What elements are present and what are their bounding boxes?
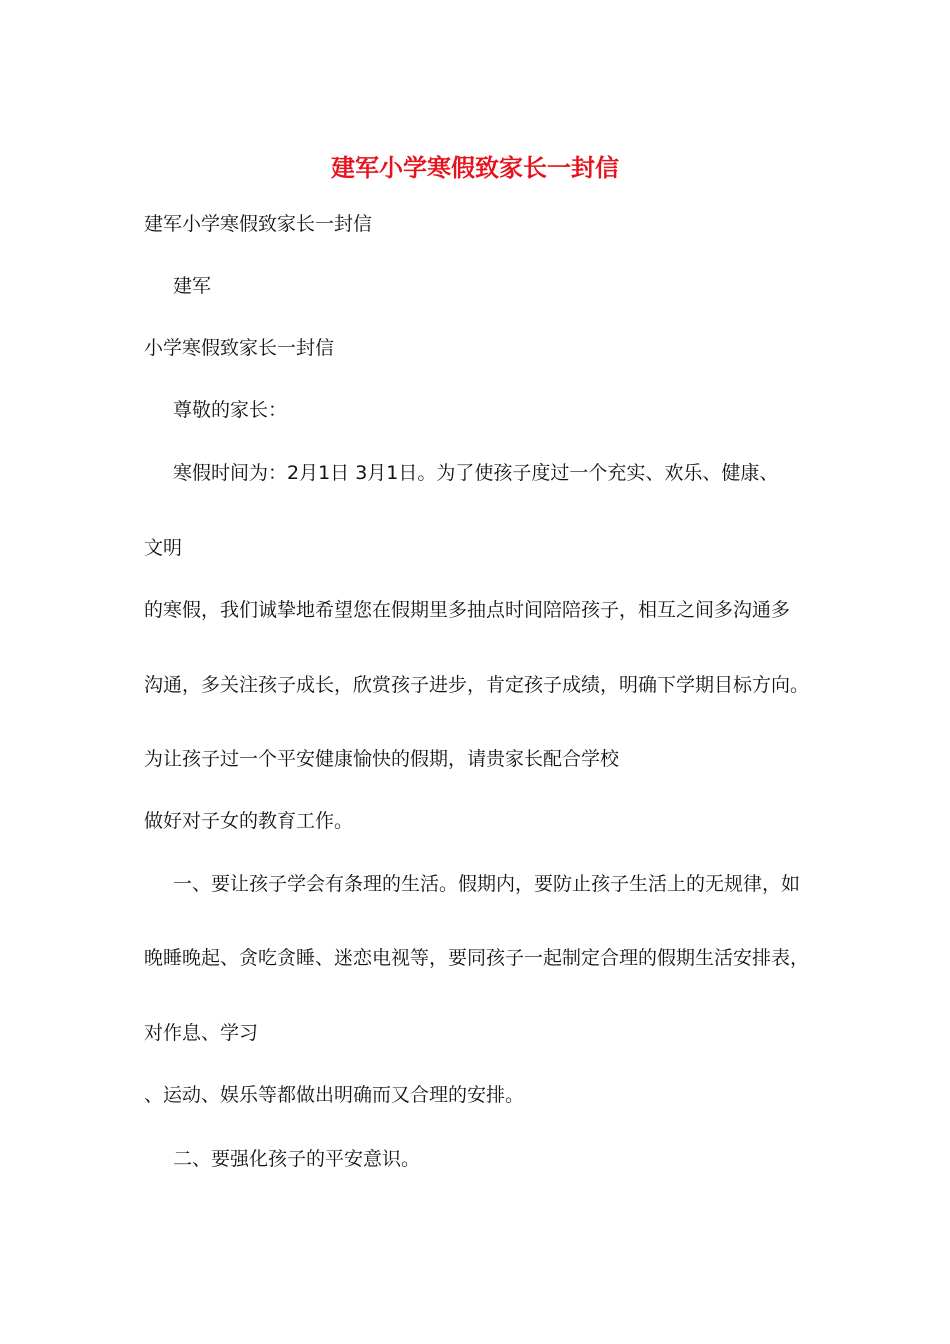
text-line: 寒假时间为：2月1日 3月1日。为了使孩子度过一个充实、欢乐、健康、 [173, 462, 779, 484]
text-line: 、运动、娱乐等都做出明确而又合理的安排。 [144, 1084, 525, 1106]
text-line: 对作息、学习 [144, 1022, 259, 1044]
document-title: 建军小学寒假致家长一封信 [331, 153, 619, 182]
text-line: 为让孩子过一个平安健康愉快的假期，请贵家长配合学校 [144, 748, 620, 770]
text-line: 的寒假，我们诚挚地希望您在假期里多抽点时间陪陪孩子，相互之间多沟通多 [144, 599, 791, 621]
text-line: 一、要让孩子学会有条理的生活。假期内，要防止孩子生活上的无规律，如 [173, 873, 801, 895]
text-line: 文明 [144, 537, 183, 559]
text-line: 沟通，多关注孩子成长，欣赏孩子进步，肯定孩子成绩，明确下学期目标方向。 [144, 674, 810, 696]
text-line: 建军 [173, 275, 212, 297]
text-line: 小学寒假致家长一封信 [144, 337, 335, 359]
text-line: 二、要强化孩子的平安意识。 [173, 1148, 421, 1170]
text-line: 晚睡晚起、贪吃贪睡、迷恋电视等，要同孩子一起制定合理的假期生活安排表， [144, 947, 810, 969]
text-line: 建军小学寒假致家长一封信 [144, 213, 373, 235]
text-line: 做好对子女的教育工作。 [144, 810, 354, 832]
salutation: 尊敬的家长： [173, 399, 288, 421]
